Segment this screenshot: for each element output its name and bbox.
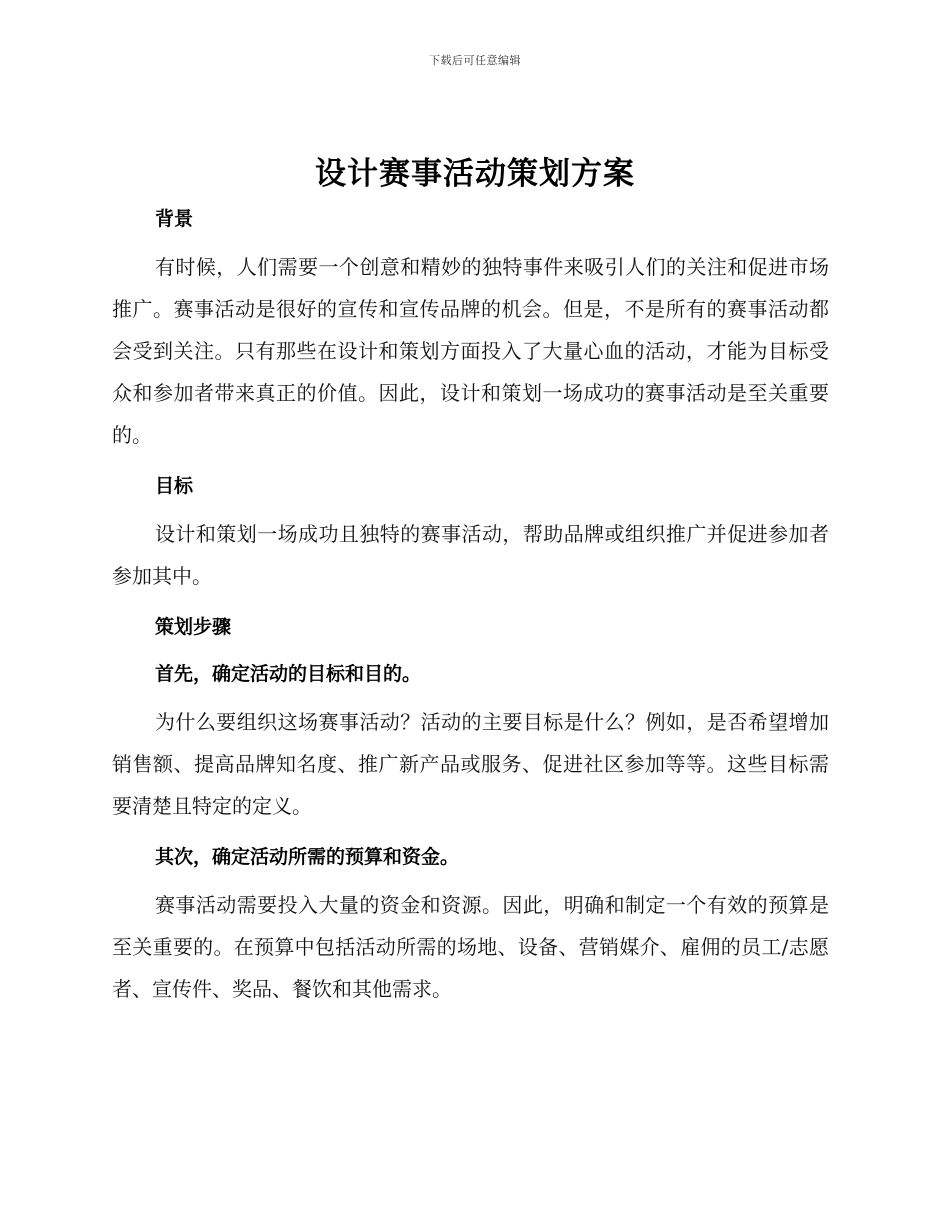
section-paragraph: 赛事活动需要投入大量的资金和资源。因此，明确和制定一个有效的预算是至关重要的。在预算中包括活动所需的场地、设备、营销媒介、雇佣的员工/志愿者、宣传件、奖品、餐饮和其他需求。: [112, 893, 829, 1001]
section-heading: 背景: [155, 208, 194, 230]
section-goal: [112, 470, 829, 597]
section-heading: 首先，确定活动的目标和目的。: [155, 663, 422, 685]
section-step-objectives: [112, 658, 829, 827]
section-paragraph: 有时候，人们需要一个创意和精妙的独特事件来吸引人们的关注和促进市场推广。赛事活动是很好的宣传和宣传品牌的机会。但是，不是所有的赛事活动都会受到关注。只有那些在设计和策划方面投入了大量心血的活动，才能为目标受众和参加者带来真正的价值。因此，设计和策划一场成功的赛事活动是至关重要的。: [112, 255, 829, 447]
section-paragraph: 为什么要组织这场赛事活动？活动的主要目标是什么？例如，是否希望增加销售额、提高品牌知名度、推广新产品或服务、促进社区参加等等。这些目标需要清楚且特定的定义。: [112, 710, 829, 818]
header-note: 下载后可任意编辑: [429, 54, 521, 67]
section-paragraph: 设计和策划一场成功且独特的赛事活动，帮助品牌或组织推广并促进参加者参加其中。: [112, 522, 829, 588]
section-heading: 策划步骤: [155, 616, 232, 638]
section-step-budget: [112, 841, 829, 1010]
section-planning-steps: [112, 611, 829, 644]
section-heading: 目标: [155, 475, 194, 497]
section-background: [112, 203, 829, 456]
section-heading: 其次，确定活动所需的预算和资金。: [155, 846, 460, 868]
document-body: [112, 203, 829, 1010]
document-title: 设计赛事活动策划方案: [315, 156, 635, 192]
